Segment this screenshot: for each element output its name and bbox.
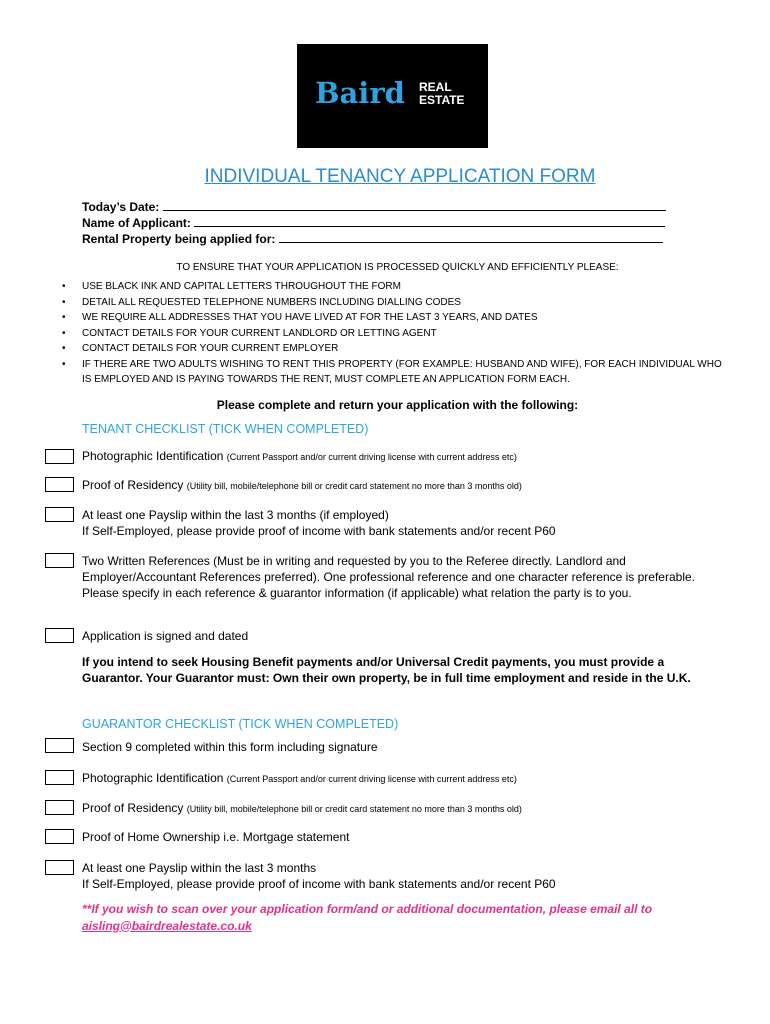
guarantor-checklist-heading: GUARANTOR CHECKLIST (TICK WHEN COMPLETED) — [82, 717, 399, 731]
tenant-photo-id-checkbox[interactable] — [45, 449, 74, 464]
tenant-signed-item: Application is signed and dated — [82, 629, 249, 643]
list-item: • CONTACT DETAILS FOR YOUR CURRENT LANDLORD OR LETTING AGENT — [62, 326, 722, 342]
housing-benefit-notice: If you intend to seek Housing Benefit payments and/or Universal Credit payments, you must provide a Guarantor. Your Guarantor must: Own their own property, be in full time employment and reside in the U.K. — [82, 655, 691, 686]
tenant-references-checkbox[interactable] — [45, 553, 74, 568]
list-item: • IF THERE ARE TWO ADULTS WISHING TO RENT THIS PROPERTY (FOR EXAMPLE: HUSBAND AND WIFE), FOR EACH INDIVIDUAL WHO IS EMPLOYED AND IS PAYING TOWARDS THE RENT, MUST COMPLETE AN APPLICATION FORM EACH. — [62, 358, 722, 385]
guarantor-home-ownership-item: Proof of Home Ownership i.e. Mortgage statement — [82, 830, 350, 844]
applicant-name-field[interactable] — [82, 216, 665, 230]
logo-tagline: REAL ESTATE — [419, 80, 465, 107]
list-item: • CONTACT DETAILS FOR YOUR CURRENT EMPLOYER — [62, 341, 722, 357]
form-title: INDIVIDUAL TENANCY APPLICATION FORM — [204, 166, 596, 187]
tenant-residency-item: Proof of Residency (Utility bill, mobile/telephone bill or credit card statement no more than 3 months old) — [82, 478, 522, 492]
guarantor-section9-checkbox[interactable] — [45, 738, 74, 753]
todays-date-field[interactable] — [82, 200, 666, 214]
guarantor-payslip-item: At least one Payslip within the last 3 months If Self-Employed, please provide proof of income with bank statements and/or recent P60 — [82, 861, 556, 892]
tenant-photo-id-item: Photographic Identification (Current Passport and/or current driving license with current address etc) — [82, 449, 517, 463]
list-item: • DETAIL ALL REQUESTED TELEPHONE NUMBERS INCLUDING DIALLING CODES — [62, 295, 722, 311]
bullet-icon: • — [62, 296, 66, 308]
company-logo — [297, 44, 488, 148]
rental-property-line[interactable] — [279, 232, 663, 243]
please-complete-heading: Please complete and return your application with the following: — [216, 398, 579, 412]
tenant-residency-checkbox[interactable] — [45, 477, 74, 492]
guarantor-section9-item: Section 9 completed within this form including signature — [82, 740, 378, 754]
guarantor-home-ownership-checkbox[interactable] — [45, 829, 74, 844]
instructions-list — [62, 279, 722, 388]
guarantor-residency-item: Proof of Residency (Utility bill, mobile/telephone bill or credit card statement no more than 3 months old) — [82, 801, 522, 815]
guarantor-photo-id-checkbox[interactable] — [45, 770, 74, 785]
guarantor-photo-id-item: Photographic Identification (Current Passport and/or current driving license with current address etc) — [82, 771, 517, 785]
logo-wordmark: Baird — [315, 76, 405, 110]
bullet-icon: • — [62, 343, 66, 354]
email-link[interactable]: aisling@bairdrealestate.co.uk — [82, 918, 252, 933]
tenant-payslip-item: At least one Payslip within the last 3 months (if employed) If Self-Employed, please provide proof of income with bank statements and/or recent P60 — [82, 508, 556, 539]
tenant-signed-checkbox[interactable] — [45, 628, 74, 643]
todays-date-label: Today’s Date: — [82, 200, 160, 214]
bullet-icon: • — [62, 281, 66, 292]
bullet-icon: • — [62, 312, 66, 323]
applicant-name-label: Name of Applicant: — [82, 216, 191, 230]
list-item: • USE BLACK INK AND CAPITAL LETTERS THROUGHOUT THE FORM — [62, 279, 722, 295]
bullet-icon: • — [62, 327, 66, 339]
tenant-checklist-heading: TENANT CHECKLIST (TICK WHEN COMPLETED) — [82, 422, 369, 436]
rental-property-field[interactable] — [82, 232, 663, 246]
list-item: • WE REQUIRE ALL ADDRESSES THAT YOU HAVE LIVED AT FOR THE LAST 3 YEARS, AND DATES — [62, 310, 722, 326]
rental-property-label: Rental Property being applied for: — [82, 232, 276, 246]
instructions-heading: TO ENSURE THAT YOUR APPLICATION IS PROCESSED QUICKLY AND EFFICIENTLY PLEASE: — [176, 262, 619, 273]
guarantor-payslip-checkbox[interactable] — [45, 860, 74, 875]
tenant-payslip-checkbox[interactable] — [45, 507, 74, 522]
scan-email-note: **If you wish to scan over your application form/and or additional documentation, please email all to aisling@bairdrealestate.co.uk — [82, 902, 653, 933]
guarantor-residency-checkbox[interactable] — [45, 800, 74, 815]
todays-date-line[interactable] — [163, 200, 666, 211]
bullet-icon: • — [62, 358, 66, 370]
applicant-name-line[interactable] — [194, 216, 665, 227]
tenant-references-item: Two Written References (Must be in writing and requested by you to the Referee directly. Landlord and Employer/Accountant References preferred). One professional reference and one character reference is preferable. Please specify in each reference & guarantor information (if applicable) what relation the party is to you. — [82, 554, 695, 601]
